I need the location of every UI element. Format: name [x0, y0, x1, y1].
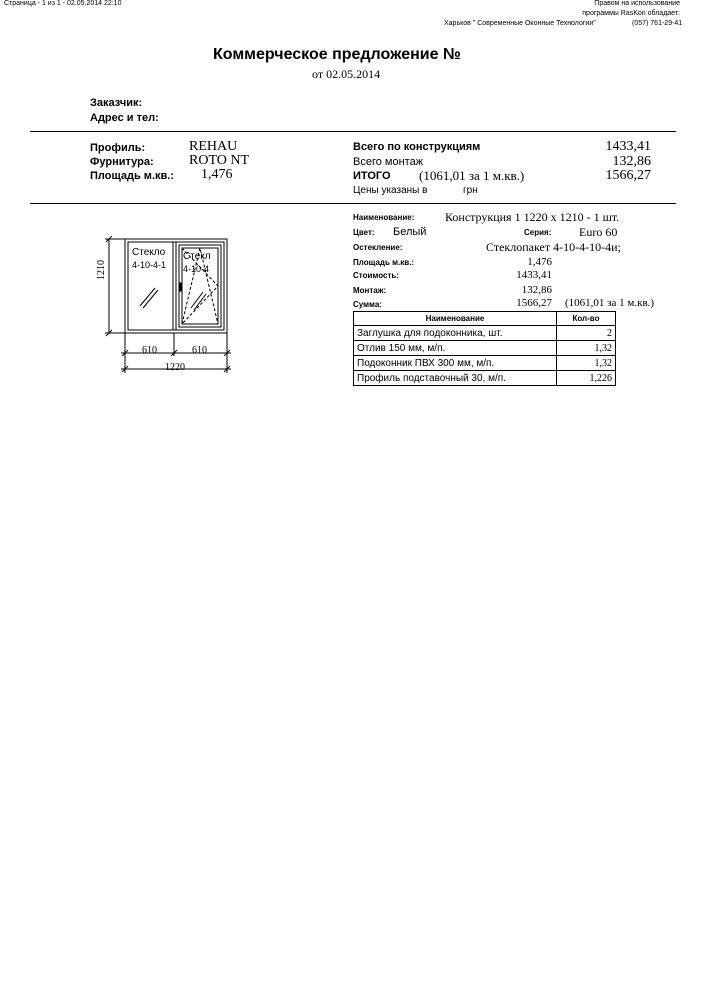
rights-line-2: программы RasKon обладает:	[582, 10, 680, 17]
table-row	[354, 326, 616, 341]
sum-label: Сумма:	[353, 300, 382, 309]
total-install-label: Всего монтаж	[353, 156, 424, 168]
item-name: Подоконник ПВХ 300 мм, м/п.	[354, 356, 557, 371]
page-title: Коммерческое предложение №	[213, 46, 461, 63]
install-label: Монтаж:	[353, 286, 387, 295]
detail-area-label: Площадь м.кв.:	[353, 258, 415, 267]
glazing-value: Стеклопакет 4-10-4-10-4и;	[486, 240, 621, 254]
height-dimension: 1210	[96, 260, 107, 280]
left-glass-spec: 4-10-4-1	[132, 260, 167, 270]
divider-top	[30, 131, 676, 132]
company-name: Харьков " Современные Оконные Технологии"	[444, 20, 596, 27]
area-value: 1,476	[201, 167, 233, 182]
series-value: Euro 60	[579, 225, 618, 239]
sum-value: 1566,27	[516, 297, 552, 309]
fittings-label: Фурнитура:	[90, 156, 154, 168]
grand-total-value: 1566,27	[605, 168, 651, 183]
total-constructions-value: 1433,41	[605, 139, 651, 154]
right-glass-spec: 4-10-4	[183, 264, 210, 274]
left-width-dimension: 610	[142, 345, 157, 356]
table-row	[354, 341, 616, 356]
construction-name-label: Наименование:	[353, 213, 415, 222]
col-qty-header: Кол-во	[557, 312, 616, 326]
total-constructions-label: Всего по конструкциям	[353, 141, 481, 153]
color-label: Цвет:	[353, 228, 375, 237]
profile-value: REHAU	[189, 139, 238, 154]
series-label: Серия:	[524, 228, 552, 237]
item-qty: 1,226	[557, 371, 616, 386]
item-name: Заглушка для подоконника, шт.	[354, 326, 557, 341]
left-glass-label: Стекло	[132, 247, 166, 258]
cost-label: Стоимость:	[353, 271, 399, 280]
glazing-label: Остекление:	[353, 243, 403, 252]
handle-icon	[179, 283, 182, 291]
grand-total-per-m2: (1061,01 за 1 м.кв.)	[419, 168, 525, 183]
cost-value: 1433,41	[516, 269, 552, 281]
col-name-header: Наименование	[354, 312, 557, 326]
install-value: 132,86	[521, 284, 552, 296]
offer-date: от 02.05.2014	[312, 67, 381, 81]
address-label: Адрес и тел:	[90, 112, 159, 124]
client-label: Заказчик:	[90, 97, 143, 109]
sum-per-m2: (1061,01 за 1 м.кв.)	[565, 297, 655, 309]
grand-total-label: ИТОГО	[353, 170, 391, 182]
fittings-value: ROTO NT	[189, 153, 250, 168]
color-value: Белый	[393, 226, 427, 238]
item-name: Отлив 150 мм, м/п.	[354, 341, 557, 356]
right-width-dimension: 610	[192, 345, 207, 356]
profile-label: Профиль:	[90, 142, 146, 154]
page-info: Страница - 1 из 1 - 02.05.2014 22:10	[4, 0, 122, 7]
total-width-dimension: 1220	[165, 362, 185, 373]
company-phone: (057) 761-29-41	[632, 20, 683, 27]
items-table	[353, 311, 616, 386]
item-qty: 2	[557, 326, 616, 341]
item-qty: 1,32	[557, 341, 616, 356]
construction-name-value: Конструкция 1 1220 x 1210 - 1 шт.	[445, 210, 620, 224]
table-row	[354, 371, 616, 386]
rights-line-1: Правом на использование	[594, 0, 680, 7]
item-qty: 1,32	[557, 356, 616, 371]
total-install-value: 132,86	[612, 154, 651, 169]
right-glass-label: Стекл	[183, 251, 211, 262]
table-row	[354, 356, 616, 371]
detail-area-value: 1,476	[527, 256, 552, 268]
divider-middle	[30, 203, 676, 204]
items-table-header	[354, 312, 616, 326]
area-label: Площадь м.кв.:	[90, 170, 174, 182]
currency: грн	[463, 185, 478, 196]
currency-note: Цены указаны в	[353, 185, 428, 196]
item-name: Профиль подставочный 30, м/п.	[354, 371, 557, 386]
